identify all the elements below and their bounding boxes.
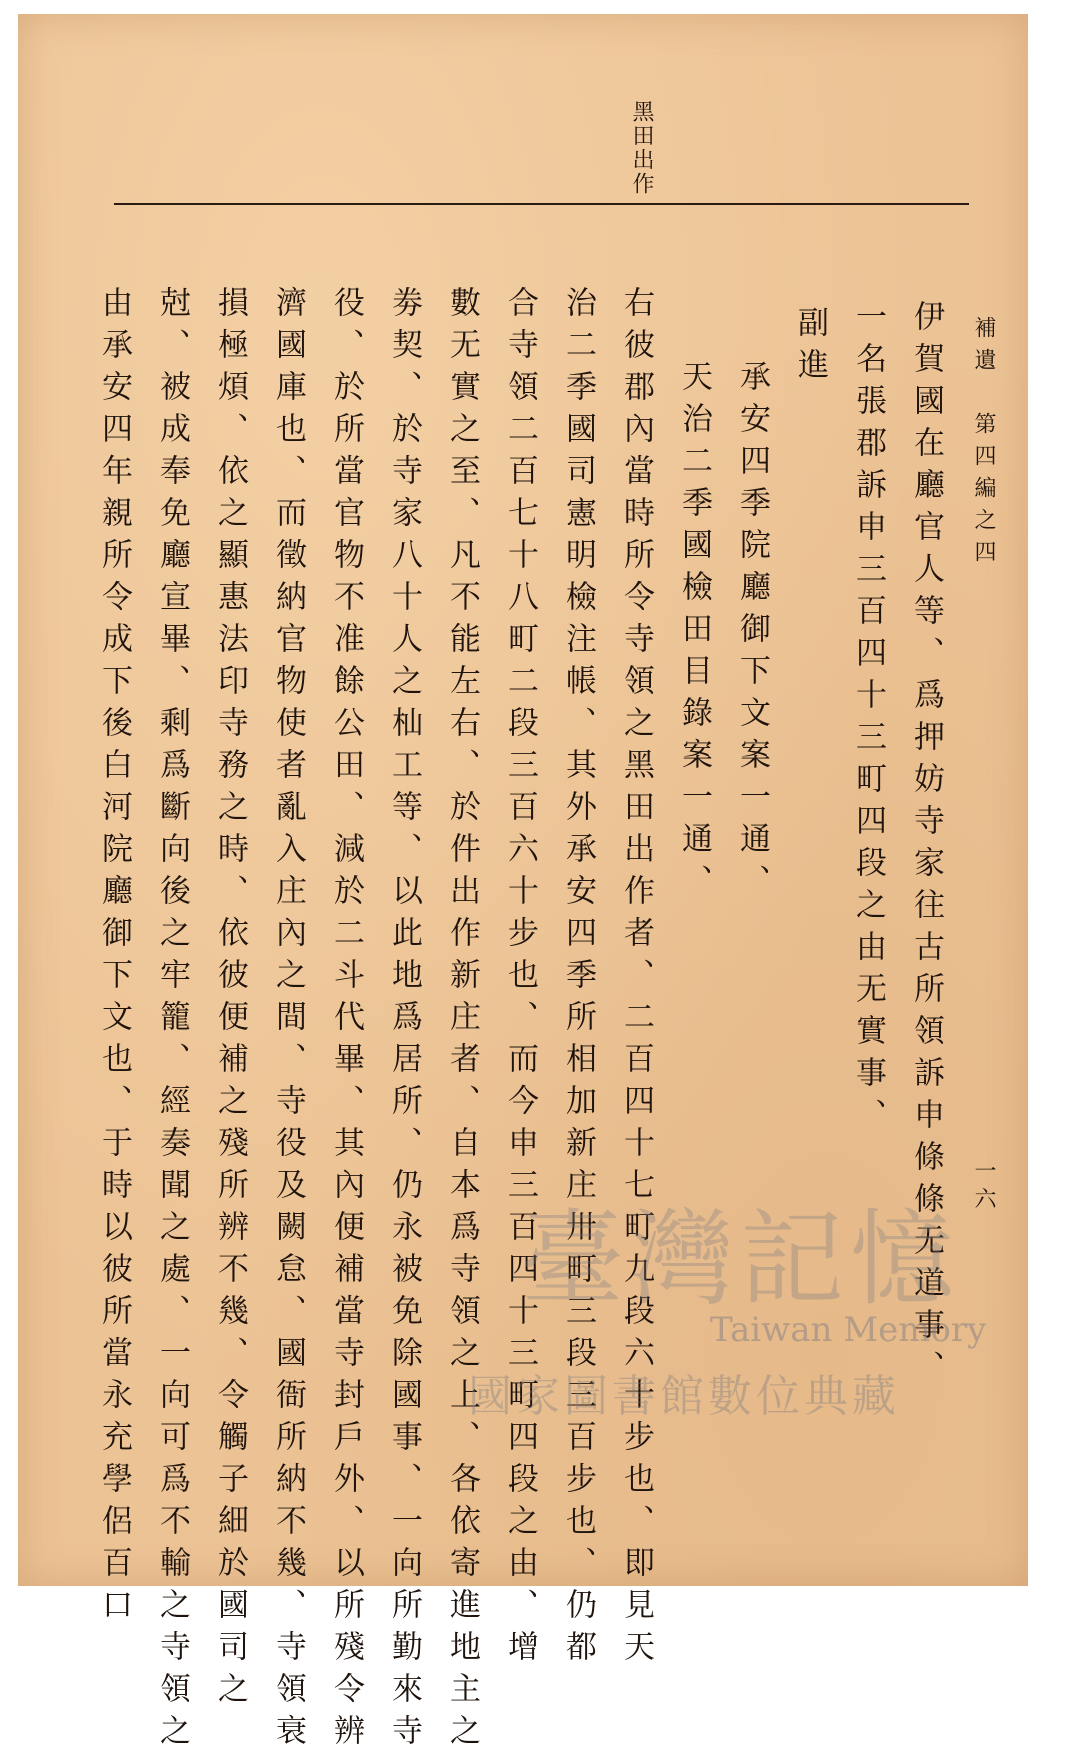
running-title: 黑田出作 (629, 100, 654, 196)
text-column: 損極煩、依之顯惠法印寺務之時、依彼便補之殘所辨不幾、令觸子細於國司之 (212, 286, 248, 1714)
text-column: 伊賀國在廳官人等、爲押妨寺家往古所領訴申條條无道事、 (908, 300, 944, 1392)
text-column: 治二季國司憲明檢注帳、其外承安四季所相加新庄卅町三段三百步也、仍都 (560, 286, 596, 1672)
text-column: 天治二季國檢田目錄案一通、 (676, 360, 712, 906)
text-column: 濟國庫也、而徵納官物使者亂入庄內之間、寺役及闕怠、國衙所納不幾、寺領衰 (270, 286, 306, 1756)
watermark-title: 臺灣記憶 (520, 1198, 961, 1320)
text-column: 合寺領二百七十八町二段三百六十步也、而今申三百四十三町四段之由、增 (502, 286, 538, 1672)
section-label: 補遺 第四編之四 (971, 316, 996, 572)
text-column: 承安四季院廳御下文案一通、 (734, 360, 770, 906)
watermark-english: Taiwan Memory (710, 1310, 987, 1350)
page-number: 一六 (971, 1159, 996, 1215)
text-column: 副進 (792, 306, 828, 390)
header-rule (114, 203, 969, 205)
text-column: 尅、被成奉免廳宣畢、剩爲斷向後之牢籠、經奏聞之處、一向可爲不輸之寺領之 (154, 286, 190, 1756)
watermark-institution: 國家圖書館數位典藏 (468, 1371, 900, 1422)
text-column: 劵契、於寺家八十人之杣工等、以此地爲居所、仍永被免除國事、一向所勤來寺 (386, 286, 422, 1756)
text-column: 右彼郡內當時所令寺領之黑田出作者、二百四十七町九段六十步也、即見天 (618, 286, 654, 1672)
text-column: 役、於所當官物不准餘公田、減於二斗代畢、其內便補當寺封戶外、以所殘令辨 (328, 286, 364, 1756)
text-column: 一名張郡訴申三百四十三町四段之由无實事、 (850, 300, 886, 1140)
scanned-page (18, 14, 1028, 1756)
text-column: 數无實之至、凡不能左右、於件出作新庄者、自本爲寺領之上、各依寄進地主之 (444, 286, 480, 1756)
text-column: 由承安四年親所令成下後白河院廳御下文也、于時以彼所當永充學侶百口 (96, 286, 132, 1630)
